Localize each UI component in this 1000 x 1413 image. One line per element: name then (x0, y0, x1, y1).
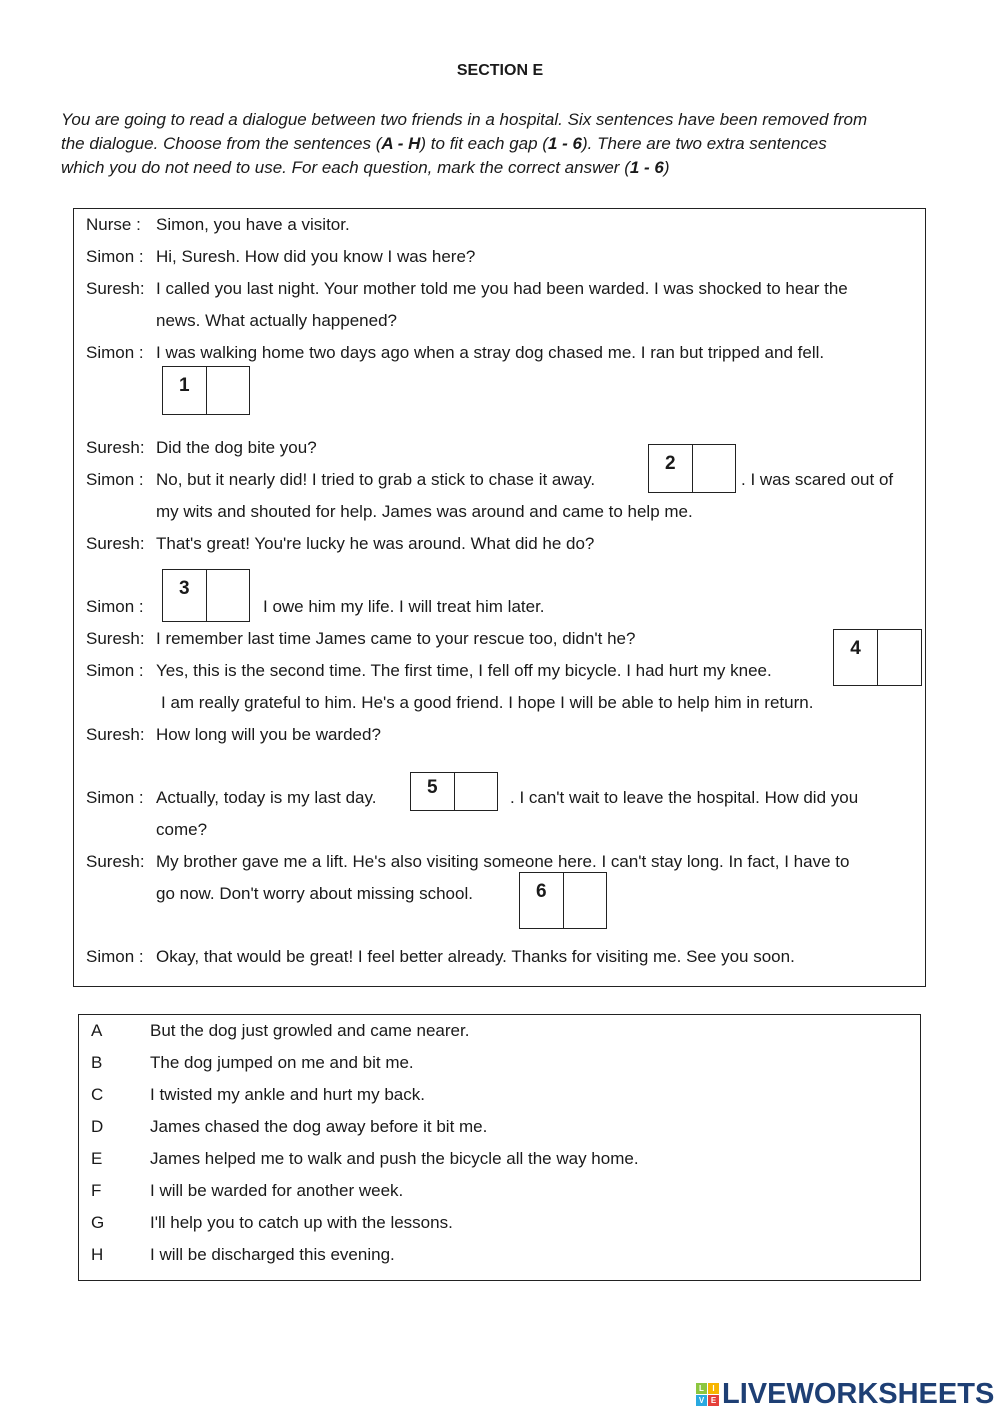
dialogue-line: I am really grateful to him. He's a good friend. I hope I will be able to help him in return. (161, 693, 814, 712)
answer-box-6 (519, 872, 607, 929)
dialogue-line: No, but it nearly did! I tried to grab a stick to chase it away. (156, 470, 596, 489)
gap-number: 4 (834, 630, 878, 685)
instr-text: ) to fit each gap ( (420, 134, 548, 153)
option-text: James helped me to walk and push the bicycle all the way home. (150, 1149, 639, 1168)
speaker: Simon : (86, 470, 144, 489)
logo-text: LIVEWORKSHEETS (722, 1378, 995, 1410)
option-letter: D (91, 1117, 104, 1136)
dialogue-line: . I was scared out of (741, 470, 894, 489)
option-letter: H (91, 1245, 104, 1264)
speaker: Simon : (86, 661, 144, 680)
option-text: I will be discharged this evening. (150, 1245, 395, 1264)
dialogue-line: go now. Don't worry about missing school. (156, 884, 473, 903)
answer-input-4[interactable] (878, 630, 921, 685)
answer-box-1 (162, 366, 250, 415)
option-letter: C (91, 1085, 104, 1104)
gap-number: 1 (163, 367, 207, 414)
liveworksheets-logo (696, 1378, 994, 1411)
option-letter: G (91, 1213, 105, 1232)
option-text: I'll help you to catch up with the lessons. (150, 1213, 453, 1232)
speaker: Suresh: (86, 852, 145, 871)
speaker: Suresh: (86, 438, 145, 457)
section-title: SECTION E (456, 62, 544, 79)
speaker: Nurse : (86, 215, 141, 234)
instr-text: ). There are two extra sentences (582, 134, 827, 153)
dialogue-line: Did the dog bite you? (156, 438, 317, 457)
option-text: The dog jumped on me and bit me. (150, 1053, 414, 1072)
option-letter: E (91, 1149, 103, 1168)
dialogue-line: I was walking home two days ago when a stray dog chased me. I ran but tripped and fell. (156, 343, 825, 362)
option-text: I twisted my ankle and hurt my back. (150, 1085, 425, 1104)
dialogue-line: I owe him my life. I will treat him later. (263, 597, 545, 616)
dialogue-line: news. What actually happened? (156, 311, 397, 330)
speaker: Suresh: (86, 534, 145, 553)
gap-number: 6 (520, 873, 564, 928)
answer-input-3[interactable] (207, 570, 250, 621)
speaker: Simon : (86, 788, 144, 807)
instr-text: ) (663, 158, 670, 177)
dialogue-line: Okay, that would be great! I feel better already. Thanks for visiting me. See you soon. (156, 947, 795, 966)
answer-box-4 (833, 629, 922, 686)
dialogue-line: My brother gave me a lift. He's also visiting someone here. I can't stay long. In fact, I have to (156, 852, 850, 871)
instr-range: A - H (381, 134, 421, 153)
dialogue-line: I called you last night. Your mother told me you had been warded. I was shocked to hear the (156, 279, 848, 298)
answer-box-3 (162, 569, 250, 622)
answer-input-2[interactable] (693, 445, 736, 492)
dialogue-line: I remember last time James came to your rescue too, didn't he? (156, 629, 636, 648)
speaker: Simon : (86, 343, 144, 362)
answer-input-1[interactable] (207, 367, 250, 414)
instr-text: the dialogue. Choose from the sentences ( (61, 134, 382, 153)
dialogue-line: Simon, you have a visitor. (156, 215, 350, 234)
dialogue-line: come? (156, 820, 208, 839)
instr-range: 1 - 6 (547, 134, 583, 153)
answer-input-5[interactable] (455, 773, 498, 810)
instructions-line-2 (61, 134, 827, 154)
option-letter: A (91, 1021, 103, 1040)
speaker: Suresh: (86, 279, 145, 298)
speaker: Simon : (86, 947, 144, 966)
logo-cubes-icon: L I V E (696, 1383, 719, 1406)
dialogue-line: Actually, today is my last day. (156, 788, 377, 807)
dialogue-line: Hi, Suresh. How did you know I was here? (156, 247, 476, 266)
instr-text: which you do not need to use. For each question, mark the correct answer ( (61, 158, 630, 177)
dialogue-line: my wits and shouted for help. James was around and came to help me. (156, 502, 693, 521)
option-letter: F (91, 1181, 102, 1200)
option-text: But the dog just growled and came nearer. (150, 1021, 470, 1040)
instructions-line-3 (61, 158, 670, 178)
speaker: Simon : (86, 597, 144, 616)
dialogue-line: . I can't wait to leave the hospital. How did you (510, 788, 859, 807)
option-text: I will be warded for another week. (150, 1181, 404, 1200)
gap-number: 5 (411, 773, 455, 810)
speaker: Suresh: (86, 725, 145, 744)
instructions-line-1: You are going to read a dialogue between two friends in a hospital. Six sentences have been removed from (61, 110, 868, 129)
speaker: Simon : (86, 247, 144, 266)
dialogue-line: Yes, this is the second time. The first time, I fell off my bicycle. I had hurt my knee. (156, 661, 772, 680)
answer-box-5 (410, 772, 498, 811)
option-letter: B (91, 1053, 103, 1072)
speaker: Suresh: (86, 629, 145, 648)
gap-number: 2 (649, 445, 693, 492)
instr-range: 1 - 6 (629, 158, 664, 177)
answer-input-6[interactable] (564, 873, 607, 928)
answer-box-2 (648, 444, 736, 493)
dialogue-line: How long will you be warded? (156, 725, 381, 744)
gap-number: 3 (163, 570, 207, 621)
dialogue-line: That's great! You're lucky he was around. What did he do? (156, 534, 595, 553)
option-text: James chased the dog away before it bit me. (150, 1117, 488, 1136)
